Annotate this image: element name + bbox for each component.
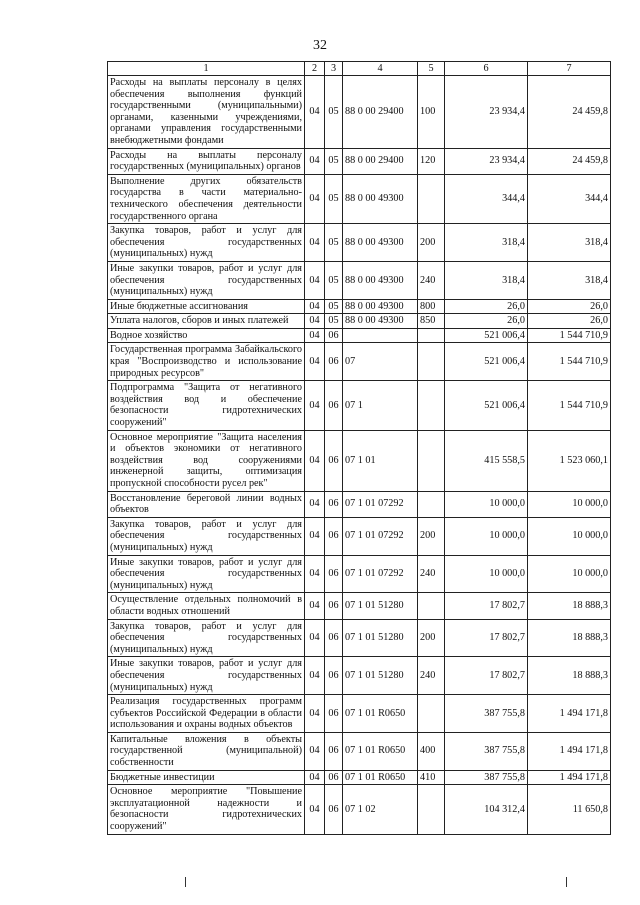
cell-section: 04 bbox=[305, 328, 325, 343]
cell-amount-year2: 24 459,8 bbox=[528, 148, 611, 174]
cell-subsection: 06 bbox=[325, 619, 343, 657]
cell-section: 04 bbox=[305, 785, 325, 834]
cell-name: Иные закупки товаров, работ и услуг для обеспечения государственных (муниципальных) нужд bbox=[108, 261, 305, 299]
cell-amount-year2: 318,4 bbox=[528, 261, 611, 299]
cell-expense-type: 200 bbox=[418, 517, 445, 555]
col-header-section: 2 bbox=[305, 62, 325, 76]
cell-amount-year1: 521 006,4 bbox=[445, 343, 528, 381]
table-row bbox=[108, 299, 611, 314]
cell-name: Иные бюджетные ассигнования bbox=[108, 299, 305, 314]
col-header-name: 1 bbox=[108, 62, 305, 76]
budget-table bbox=[107, 61, 611, 835]
cell-section: 04 bbox=[305, 593, 325, 619]
cell-subsection: 05 bbox=[325, 314, 343, 329]
cell-name: Закупка товаров, работ и услуг для обеспечения государственных (муниципальных) нужд bbox=[108, 619, 305, 657]
cell-subsection: 06 bbox=[325, 430, 343, 491]
table-row bbox=[108, 695, 611, 733]
cell-amount-year1: 26,0 bbox=[445, 299, 528, 314]
cell-name: Расходы на выплаты персоналу государственных (муниципальных) органов bbox=[108, 148, 305, 174]
cell-target-article: 07 1 01 R0650 bbox=[343, 770, 418, 785]
cell-target-article: 07 1 01 51280 bbox=[343, 593, 418, 619]
cell-amount-year1: 17 802,7 bbox=[445, 593, 528, 619]
cell-subsection: 05 bbox=[325, 224, 343, 262]
cell-section: 04 bbox=[305, 770, 325, 785]
cell-subsection: 06 bbox=[325, 381, 343, 430]
cell-section: 04 bbox=[305, 314, 325, 329]
cell-subsection: 06 bbox=[325, 343, 343, 381]
table-row bbox=[108, 328, 611, 343]
cell-target-article: 88 0 00 29400 bbox=[343, 76, 418, 149]
cell-target-article bbox=[343, 328, 418, 343]
cell-expense-type: 410 bbox=[418, 770, 445, 785]
cell-section: 04 bbox=[305, 148, 325, 174]
cell-expense-type bbox=[418, 695, 445, 733]
table-row bbox=[108, 76, 611, 149]
cell-subsection: 06 bbox=[325, 770, 343, 785]
cell-subsection: 05 bbox=[325, 76, 343, 149]
cell-name: Подпрограмма "Защита от негативного воздействия вод и обеспечение безопасности гидротехнических сооружений" bbox=[108, 381, 305, 430]
cell-expense-type bbox=[418, 430, 445, 491]
col-header-amount-year2: 7 bbox=[528, 62, 611, 76]
cell-section: 04 bbox=[305, 695, 325, 733]
table-row bbox=[108, 174, 611, 223]
cell-expense-type: 400 bbox=[418, 732, 445, 770]
cell-target-article: 07 1 01 bbox=[343, 430, 418, 491]
table-row bbox=[108, 381, 611, 430]
cell-target-article: 88 0 00 49300 bbox=[343, 261, 418, 299]
cell-subsection: 05 bbox=[325, 174, 343, 223]
cell-target-article: 88 0 00 49300 bbox=[343, 299, 418, 314]
cell-expense-type: 120 bbox=[418, 148, 445, 174]
cell-name: Водное хозяйство bbox=[108, 328, 305, 343]
cell-amount-year2: 1 544 710,9 bbox=[528, 343, 611, 381]
cell-name: Закупка товаров, работ и услуг для обеспечения государственных (муниципальных) нужд bbox=[108, 224, 305, 262]
cell-target-article: 07 1 01 07292 bbox=[343, 517, 418, 555]
table-row bbox=[108, 491, 611, 517]
cell-subsection: 06 bbox=[325, 517, 343, 555]
cell-expense-type: 240 bbox=[418, 555, 445, 593]
cell-amount-year2: 1 544 710,9 bbox=[528, 328, 611, 343]
cell-name: Основное мероприятие "Повышение эксплуатационной надежности и безопасности гидротехнических сооружений" bbox=[108, 785, 305, 834]
cell-subsection: 06 bbox=[325, 785, 343, 834]
cell-amount-year2: 24 459,8 bbox=[528, 76, 611, 149]
col-header-target-article: 4 bbox=[343, 62, 418, 76]
cell-amount-year2: 18 888,3 bbox=[528, 593, 611, 619]
table-row bbox=[108, 314, 611, 329]
table-row bbox=[108, 770, 611, 785]
table-row bbox=[108, 224, 611, 262]
page-number: 32 bbox=[313, 38, 327, 53]
col-header-expense-type: 5 bbox=[418, 62, 445, 76]
cell-expense-type: 200 bbox=[418, 619, 445, 657]
cell-section: 04 bbox=[305, 174, 325, 223]
cell-amount-year2: 26,0 bbox=[528, 299, 611, 314]
cell-amount-year1: 104 312,4 bbox=[445, 785, 528, 834]
cell-amount-year2: 10 000,0 bbox=[528, 555, 611, 593]
cell-section: 04 bbox=[305, 657, 325, 695]
cell-target-article: 07 1 01 51280 bbox=[343, 619, 418, 657]
cell-amount-year2: 1 544 710,9 bbox=[528, 381, 611, 430]
cell-amount-year2: 1 494 171,8 bbox=[528, 732, 611, 770]
cell-amount-year1: 10 000,0 bbox=[445, 555, 528, 593]
cell-amount-year1: 387 755,8 bbox=[445, 695, 528, 733]
cell-subsection: 06 bbox=[325, 491, 343, 517]
cell-amount-year2: 1 523 060,1 bbox=[528, 430, 611, 491]
cell-subsection: 06 bbox=[325, 732, 343, 770]
cell-name: Закупка товаров, работ и услуг для обеспечения государственных (муниципальных) нужд bbox=[108, 517, 305, 555]
cell-expense-type bbox=[418, 491, 445, 517]
cell-name: Реализация государственных программ субъектов Российской Федерации в области использования и охраны водных объектов bbox=[108, 695, 305, 733]
cell-expense-type: 240 bbox=[418, 261, 445, 299]
cell-target-article: 07 1 01 51280 bbox=[343, 657, 418, 695]
cell-section: 04 bbox=[305, 555, 325, 593]
cell-expense-type bbox=[418, 343, 445, 381]
cell-name: Расходы на выплаты персоналу в целях обеспечения выполнения функций государственными (муниципальными) органами, казенными учреждениями, органами управления государственными внебюджетными фондами bbox=[108, 76, 305, 149]
cell-subsection: 05 bbox=[325, 148, 343, 174]
cell-target-article: 07 bbox=[343, 343, 418, 381]
cell-target-article: 88 0 00 29400 bbox=[343, 148, 418, 174]
cell-target-article: 88 0 00 49300 bbox=[343, 314, 418, 329]
cell-expense-type: 200 bbox=[418, 224, 445, 262]
page-mark bbox=[185, 877, 186, 887]
cell-subsection: 06 bbox=[325, 593, 343, 619]
cell-amount-year2: 344,4 bbox=[528, 174, 611, 223]
cell-name: Уплата налогов, сборов и иных платежей bbox=[108, 314, 305, 329]
col-header-subsection: 3 bbox=[325, 62, 343, 76]
cell-amount-year2: 26,0 bbox=[528, 314, 611, 329]
cell-name: Выполнение других обязательств государства в части материально-технического обеспечения деятельности государственного органа bbox=[108, 174, 305, 223]
cell-expense-type: 240 bbox=[418, 657, 445, 695]
cell-expense-type: 850 bbox=[418, 314, 445, 329]
cell-amount-year1: 521 006,4 bbox=[445, 381, 528, 430]
cell-amount-year2: 1 494 171,8 bbox=[528, 695, 611, 733]
cell-section: 04 bbox=[305, 732, 325, 770]
cell-amount-year2: 18 888,3 bbox=[528, 619, 611, 657]
table-body bbox=[108, 76, 611, 835]
table-row bbox=[108, 261, 611, 299]
table-row bbox=[108, 732, 611, 770]
cell-amount-year2: 10 000,0 bbox=[528, 517, 611, 555]
cell-amount-year1: 17 802,7 bbox=[445, 619, 528, 657]
cell-target-article: 88 0 00 49300 bbox=[343, 174, 418, 223]
cell-section: 04 bbox=[305, 224, 325, 262]
cell-name: Основное мероприятие "Защита населения и объектов экономики от негативного воздействия вод сооружениями инженерной защиты, оптимизация пропускной способности русел рек" bbox=[108, 430, 305, 491]
cell-amount-year1: 344,4 bbox=[445, 174, 528, 223]
cell-subsection: 06 bbox=[325, 657, 343, 695]
cell-target-article: 07 1 01 07292 bbox=[343, 555, 418, 593]
cell-amount-year1: 521 006,4 bbox=[445, 328, 528, 343]
cell-subsection: 06 bbox=[325, 328, 343, 343]
cell-expense-type bbox=[418, 785, 445, 834]
table-row bbox=[108, 593, 611, 619]
cell-expense-type bbox=[418, 593, 445, 619]
cell-subsection: 06 bbox=[325, 555, 343, 593]
cell-amount-year2: 10 000,0 bbox=[528, 491, 611, 517]
cell-name: Иные закупки товаров, работ и услуг для обеспечения государственных (муниципальных) нужд bbox=[108, 657, 305, 695]
cell-subsection: 05 bbox=[325, 261, 343, 299]
cell-amount-year1: 415 558,5 bbox=[445, 430, 528, 491]
cell-target-article: 07 1 01 R0650 bbox=[343, 695, 418, 733]
cell-target-article: 07 1 02 bbox=[343, 785, 418, 834]
cell-amount-year1: 387 755,8 bbox=[445, 732, 528, 770]
cell-amount-year1: 23 934,4 bbox=[445, 148, 528, 174]
cell-target-article: 07 1 01 R0650 bbox=[343, 732, 418, 770]
cell-amount-year2: 1 494 171,8 bbox=[528, 770, 611, 785]
cell-name: Бюджетные инвестиции bbox=[108, 770, 305, 785]
cell-expense-type: 100 bbox=[418, 76, 445, 149]
cell-amount-year1: 26,0 bbox=[445, 314, 528, 329]
cell-section: 04 bbox=[305, 343, 325, 381]
cell-amount-year2: 318,4 bbox=[528, 224, 611, 262]
cell-name: Восстановление береговой линии водных объектов bbox=[108, 491, 305, 517]
cell-amount-year1: 23 934,4 bbox=[445, 76, 528, 149]
table-row bbox=[108, 619, 611, 657]
cell-section: 04 bbox=[305, 430, 325, 491]
cell-target-article: 07 1 01 07292 bbox=[343, 491, 418, 517]
cell-section: 04 bbox=[305, 517, 325, 555]
cell-amount-year2: 11 650,8 bbox=[528, 785, 611, 834]
cell-section: 04 bbox=[305, 76, 325, 149]
cell-expense-type bbox=[418, 328, 445, 343]
cell-expense-type bbox=[418, 381, 445, 430]
cell-expense-type: 800 bbox=[418, 299, 445, 314]
cell-amount-year1: 318,4 bbox=[445, 224, 528, 262]
cell-section: 04 bbox=[305, 381, 325, 430]
table-row bbox=[108, 148, 611, 174]
cell-amount-year1: 10 000,0 bbox=[445, 517, 528, 555]
cell-amount-year2: 18 888,3 bbox=[528, 657, 611, 695]
cell-subsection: 06 bbox=[325, 695, 343, 733]
table-row bbox=[108, 785, 611, 834]
cell-target-article: 07 1 bbox=[343, 381, 418, 430]
table-row bbox=[108, 517, 611, 555]
page-mark bbox=[566, 877, 567, 887]
table-row bbox=[108, 555, 611, 593]
cell-expense-type bbox=[418, 174, 445, 223]
col-header-amount-year1: 6 bbox=[445, 62, 528, 76]
cell-section: 04 bbox=[305, 619, 325, 657]
cell-name: Государственная программа Забайкальского края "Воспроизводство и использование природных ресурсов" bbox=[108, 343, 305, 381]
header-row bbox=[108, 62, 611, 76]
table-row bbox=[108, 657, 611, 695]
cell-section: 04 bbox=[305, 491, 325, 517]
cell-name: Осуществление отдельных полномочий в области водных отношений bbox=[108, 593, 305, 619]
cell-amount-year1: 17 802,7 bbox=[445, 657, 528, 695]
cell-section: 04 bbox=[305, 299, 325, 314]
cell-target-article: 88 0 00 49300 bbox=[343, 224, 418, 262]
cell-subsection: 05 bbox=[325, 299, 343, 314]
cell-name: Капитальные вложения в объекты государственной (муниципальной) собственности bbox=[108, 732, 305, 770]
cell-amount-year1: 387 755,8 bbox=[445, 770, 528, 785]
cell-name: Иные закупки товаров, работ и услуг для обеспечения государственных (муниципальных) нужд bbox=[108, 555, 305, 593]
cell-section: 04 bbox=[305, 261, 325, 299]
table-row bbox=[108, 430, 611, 491]
cell-amount-year1: 318,4 bbox=[445, 261, 528, 299]
cell-amount-year1: 10 000,0 bbox=[445, 491, 528, 517]
table-row bbox=[108, 343, 611, 381]
